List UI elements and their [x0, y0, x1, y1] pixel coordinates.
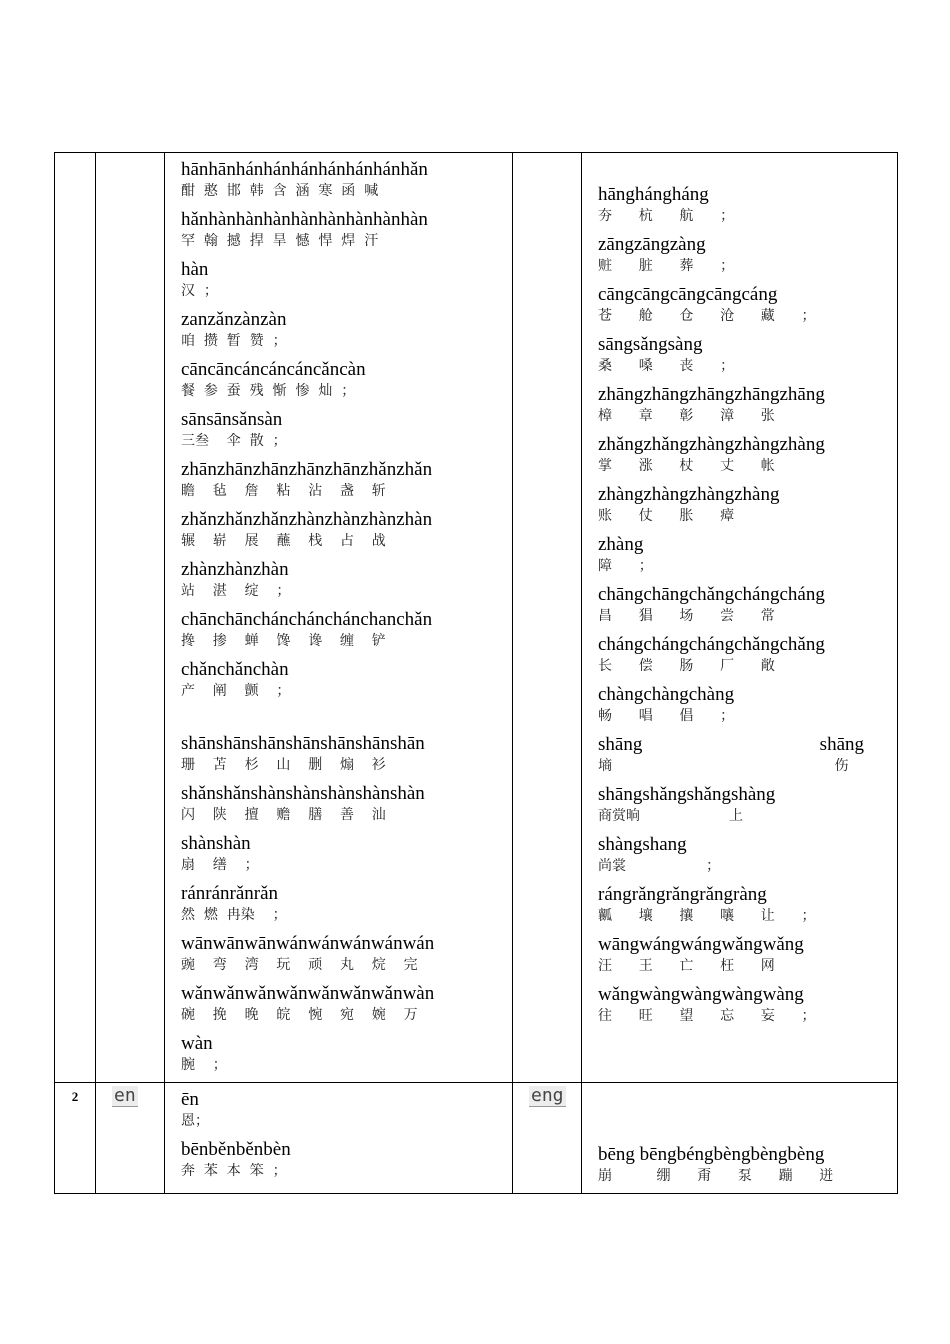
list-item	[598, 983, 897, 1033]
hanzi-text: 餐 参 蚕 残 惭 惨 灿 ；	[181, 383, 356, 399]
hanzi-text: 往 旺 望 忘 妄 ；	[598, 1008, 816, 1024]
hanzi-text: 闪 陕 擅 赡 膳 善 汕	[181, 807, 386, 823]
list-item	[181, 932, 512, 982]
list-item	[598, 583, 897, 633]
hanzi-text: 昌 猖 场 尝 常	[598, 608, 775, 624]
pinyin-text: zhāngzhāngzhāngzhāngzhāng	[598, 384, 825, 405]
list-item	[598, 833, 897, 883]
pinyin-text: zāngzāngzàng	[598, 234, 706, 255]
hanzi-text: 然 燃 冉染 ；	[181, 907, 287, 923]
list-item	[181, 658, 512, 708]
list-item	[598, 433, 897, 483]
hanzi-text: 搀 掺 蝉 馋 谗 缠 铲	[181, 633, 386, 649]
hanzi-text: 腕 ；	[181, 1057, 227, 1073]
hanzi-text: 掌 涨 杖 丈 帐	[598, 458, 775, 474]
hanzi-text: 长 偿 肠 厂 敞	[598, 658, 775, 674]
pinyin-text: shāng	[819, 734, 864, 755]
hanzi-text: 赃 脏 葬 ；	[598, 258, 735, 274]
list-item	[181, 208, 512, 258]
hanzi-text: 辗 崭 展 蘸 栈 占 战	[181, 533, 386, 549]
table-row	[55, 1083, 898, 1194]
pinyin-text: shǎnshǎnshànshànshànshànshàn	[181, 783, 425, 804]
hanzi-text: 汉 ；	[181, 283, 218, 299]
list-item	[598, 283, 897, 333]
list-item	[181, 308, 512, 358]
hanzi-text: 产 阐 颤 ；	[181, 683, 291, 699]
right-syllable-list	[582, 1083, 897, 1193]
hanzi-text: 商赏晌 上	[598, 808, 744, 824]
pinyin-text: wǎngwàngwàngwàngwàng	[598, 984, 804, 1005]
pinyin-text: cāncāncáncáncáncǎncàn	[181, 359, 366, 380]
final-label-eng: eng	[531, 1085, 564, 1106]
hanzi-text: 崩 绷 甭 泵 蹦 迸	[598, 1168, 834, 1184]
pinyin-text: zhǎnzhǎnzhǎnzhànzhànzhànzhàn	[181, 509, 433, 530]
right-syllable-cell	[582, 1083, 898, 1194]
list-item	[598, 733, 897, 783]
pinyin-text: rángrǎngrǎngrǎngràng	[598, 884, 767, 905]
hanzi-text: 三叁 伞 散 ；	[181, 433, 287, 449]
pinyin-text: cāngcāngcāngcāngcáng	[598, 284, 778, 305]
list-item	[181, 732, 512, 782]
left-syllable-cell	[165, 153, 513, 1083]
hanzi-text: 豌 弯 湾 玩 顽 丸 烷 完	[181, 957, 418, 973]
left-syllable-list	[165, 1083, 512, 1188]
list-item	[598, 233, 897, 283]
hanzi-text: 酣 憨 邯 韩 含 涵 寒 函 喊	[181, 183, 379, 199]
list-item	[181, 408, 512, 458]
pinyin-text: hānghángháng	[598, 184, 709, 205]
list-item	[598, 933, 897, 983]
pinyin-text: wǎnwǎnwǎnwǎnwǎnwǎnwǎnwàn	[181, 983, 435, 1004]
pinyin-text: zhǎngzhǎngzhàngzhàngzhàng	[598, 434, 825, 455]
pinyin-text: ēn	[181, 1089, 199, 1110]
hanzi-text: 瓤 壤 攘 嚷 让 ；	[598, 908, 816, 924]
hanzi-text: 站 湛 绽 ；	[181, 583, 291, 599]
list-item	[598, 533, 897, 583]
pinyin-text: bēng bēngbéngbèngbèngbèng	[598, 1144, 825, 1165]
list-item	[181, 832, 512, 882]
pinyin-text: zhānzhānzhānzhānzhānzhǎnzhǎn	[181, 459, 433, 480]
list-item	[181, 558, 512, 608]
list-item	[181, 458, 512, 508]
pinyin-text: ránránrǎnrǎn	[181, 883, 279, 904]
left-syllable-list	[165, 153, 512, 1082]
list-item	[181, 258, 512, 308]
right-syllable-cell	[582, 153, 898, 1083]
pinyin-text: chàngchàngchàng	[598, 684, 735, 705]
pinyin-text: chānchānchánchánchánchanchǎn	[181, 609, 433, 630]
list-item	[598, 683, 897, 733]
list-item	[181, 158, 512, 208]
hanzi-text: 汪 王 亡 枉 网	[598, 958, 775, 974]
pinyin-text: wàn	[181, 1033, 213, 1054]
pinyin-text: zhàng	[598, 534, 644, 555]
pinyin-table	[54, 152, 898, 1194]
pinyin-text: sānsānsǎnsàn	[181, 409, 283, 430]
number-cell	[55, 1083, 96, 1194]
list-item	[181, 1088, 512, 1138]
pinyin-text: shàngshang	[598, 834, 687, 855]
hanzi-text: 碗 挽 晚 皖 惋 宛 婉 万	[181, 1007, 418, 1023]
pinyin-text: wānwānwānwánwánwánwánwán	[181, 933, 435, 954]
list-item	[181, 608, 512, 658]
left-syllable-cell	[165, 1083, 513, 1194]
hanzi-text: 尚裳 ；	[598, 858, 721, 874]
list-item	[181, 782, 512, 832]
hanzi-text: 恩；	[181, 1113, 209, 1129]
pinyin-text: shānshānshānshānshānshānshān	[181, 733, 425, 754]
pinyin-text: shāng	[598, 734, 643, 755]
pinyin-text: zhàngzhàngzhàngzhàng	[598, 484, 780, 505]
table-row	[55, 153, 898, 1083]
hanzi-text: 咱 攒 暂 赞 ；	[181, 333, 287, 349]
final-cell	[513, 1083, 582, 1194]
pinyin-text: hàn	[181, 259, 209, 280]
list-item	[181, 358, 512, 408]
number-cell	[55, 153, 96, 1083]
pinyin-text: wāngwángwángwǎngwǎng	[598, 934, 804, 955]
list-item	[181, 1032, 512, 1082]
pinyin-text: shāngshǎngshǎngshàng	[598, 784, 776, 805]
pinyin-text: zhànzhànzhàn	[181, 559, 289, 580]
pinyin-text: chángchángchángchǎngchǎng	[598, 634, 825, 655]
hanzi-text: 苍 舱 仓 沧 藏 ；	[598, 308, 816, 324]
pinyin-text: sāngsǎngsàng	[598, 334, 703, 355]
pinyin-text: chǎnchǎnchàn	[181, 659, 289, 680]
pinyin-text: hǎnhànhànhànhànhànhànhànhàn	[181, 209, 428, 230]
list-item	[598, 883, 897, 933]
list-item	[598, 183, 897, 233]
hanzi-text: 珊 苫 杉 山 删 煽 衫	[181, 757, 386, 773]
final-cell	[513, 153, 582, 1083]
hanzi-text: 扇 缮 ；	[181, 857, 259, 873]
hanzi-text: 樟 章 彰 漳 张	[598, 408, 775, 424]
list-item	[181, 1138, 512, 1188]
row-number: 2	[71, 1089, 79, 1104]
pinyin-text: chāngchāngchǎngchángcháng	[598, 584, 825, 605]
pinyin-text: shànshàn	[181, 833, 251, 854]
list-item	[598, 633, 897, 683]
hanzi-text: 瞻 毡 詹 粘 沾 盏 斩	[181, 483, 386, 499]
list-item	[181, 882, 512, 932]
list-item	[598, 483, 897, 533]
list-item	[598, 1143, 897, 1193]
hanzi-text: 罕 翰 撼 捍 旱 憾 悍 焊 汗	[181, 233, 379, 249]
hanzi-text: 账 仗 胀 瘴	[598, 508, 735, 524]
list-item	[598, 783, 897, 833]
hanzi-text: 墒 伤	[598, 758, 849, 774]
hanzi-text: 夯 杭 航 ；	[598, 208, 735, 224]
list-item	[598, 333, 897, 383]
final-label-en: en	[114, 1085, 136, 1106]
hanzi-text: 畅 唱 倡 ；	[598, 708, 735, 724]
right-syllable-list	[582, 153, 897, 1033]
hanzi-text: 障 ；	[598, 558, 653, 574]
list-item	[181, 508, 512, 558]
final-cell	[96, 153, 165, 1083]
hanzi-text: 桑 嗓 丧 ；	[598, 358, 735, 374]
pinyin-text: hānhānhánhánhánhánhánhánhǎn	[181, 159, 428, 180]
list-item	[598, 383, 897, 433]
hanzi-text: 奔 苯 本 笨 ；	[181, 1163, 287, 1179]
pinyin-line	[598, 733, 864, 757]
pinyin-text: bēnběnběnbèn	[181, 1139, 291, 1160]
pinyin-text: zanzǎnzànzàn	[181, 309, 287, 330]
final-cell	[96, 1083, 165, 1194]
list-item	[181, 982, 512, 1032]
